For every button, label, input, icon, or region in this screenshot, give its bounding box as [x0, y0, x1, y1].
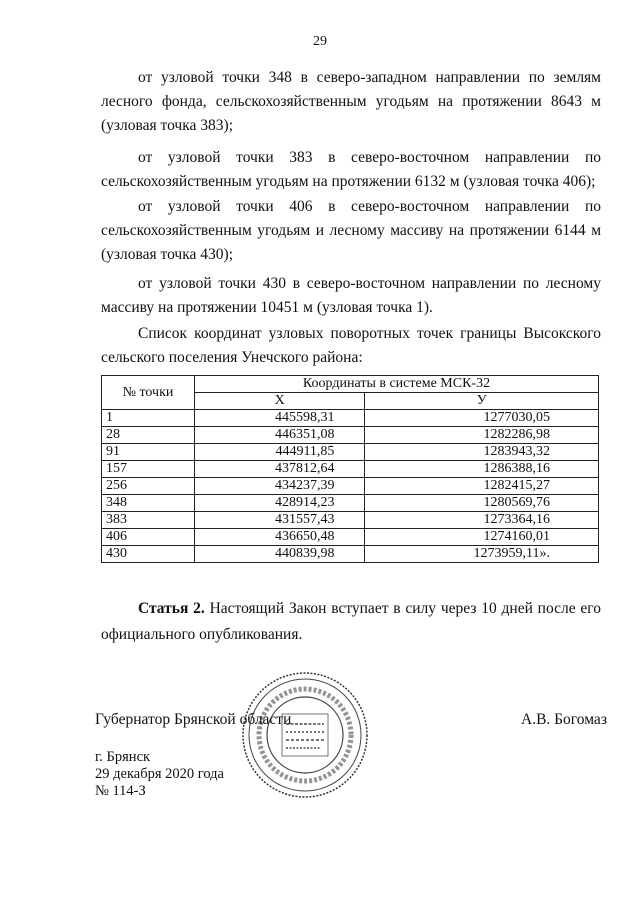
y-cell: 1282415,27: [365, 478, 599, 495]
table-row: [102, 478, 599, 495]
table-row: [102, 410, 599, 427]
point-cell: 256: [102, 478, 195, 495]
x-cell: 446351,08: [195, 427, 365, 444]
official-seal-stamp: [240, 670, 370, 800]
table-row: [102, 444, 599, 461]
y-cell: 1277030,05: [365, 410, 599, 427]
point-cell: 430: [102, 546, 195, 563]
y-cell: 1282286,98: [365, 427, 599, 444]
signer-name: А.В. Богомаз: [521, 711, 607, 728]
page-number: 29: [313, 34, 327, 49]
point-cell: 1: [102, 410, 195, 427]
article-label: Статья 2.: [138, 600, 205, 617]
point-cell: 157: [102, 461, 195, 478]
paragraph-4: [101, 272, 601, 320]
x-cell: 440839,98: [195, 546, 365, 563]
signer-title: Губернатор Брянской области: [95, 711, 292, 728]
paragraph-1: [101, 66, 601, 138]
article-text: Настоящий Закон вступает в силу через 10 дней после его: [209, 600, 602, 617]
x-cell: 436650,48: [195, 529, 365, 546]
paragraph-line: от узловой точки 406 в северо-восточном направлении по: [138, 198, 601, 215]
paragraph-line: сельскохозяйственным угодьям на протяжении 6132 м (узловая точка 406);: [101, 173, 596, 190]
column-header-x: X: [195, 393, 365, 410]
paragraph-line: сельскохозяйственным угодьям и лесному массиву на протяжении 6144 м: [101, 222, 601, 239]
x-cell: 428914,23: [195, 495, 365, 512]
paragraph-line: (узловая точка 383);: [101, 117, 233, 134]
paragraph-line: сельского поселения Унечского района:: [101, 349, 363, 366]
paragraph-2: [101, 146, 601, 194]
x-cell: 437812,64: [195, 461, 365, 478]
column-header-point: № точки: [102, 376, 195, 410]
x-cell: 431557,43: [195, 512, 365, 529]
date: 29 декабря 2020 года: [95, 766, 224, 782]
law-number: № 114-З: [95, 783, 146, 799]
y-cell: 1274160,01: [365, 529, 599, 546]
point-cell: 383: [102, 512, 195, 529]
table-row: [102, 427, 599, 444]
paragraph-5: [101, 322, 601, 370]
y-cell: 1286388,16: [365, 461, 599, 478]
x-cell: 445598,31: [195, 410, 365, 427]
paragraph-line: лесного фонда, сельскохозяйственным угодьям на протяжении 8643 м: [101, 93, 601, 110]
y-cell: 1273364,16: [365, 512, 599, 529]
x-cell: 444911,85: [195, 444, 365, 461]
table-row: [102, 546, 599, 563]
paragraph-line: от узловой точки 430 в северо-восточном направлении по лесному: [138, 275, 601, 292]
x-cell: 434237,39: [195, 478, 365, 495]
point-cell: 348: [102, 495, 195, 512]
y-cell: 1280569,76: [365, 495, 599, 512]
point-cell: 91: [102, 444, 195, 461]
paragraph-line: Список координат узловых поворотных точек границы Высокского: [138, 325, 601, 342]
article-text-line2: официального опубликования.: [101, 626, 303, 643]
table-row: [102, 529, 599, 546]
paragraph-line: (узловая точка 430);: [101, 246, 233, 263]
coordinates-table: [101, 375, 599, 563]
place-date-number: [95, 749, 224, 800]
point-cell: 28: [102, 427, 195, 444]
table-row: [102, 461, 599, 478]
y-cell: 1283943,32: [365, 444, 599, 461]
column-header-coordinates: Координаты в системе МСК-32: [195, 376, 599, 393]
point-cell: 406: [102, 529, 195, 546]
column-header-y: У: [365, 393, 599, 410]
y-cell: 1273959,11».: [365, 546, 599, 563]
table-row: [102, 495, 599, 512]
paragraph-line: от узловой точки 383 в северо-восточном направлении по: [138, 149, 601, 166]
table-row: [102, 512, 599, 529]
city: г. Брянск: [95, 749, 151, 765]
article-first-line: [101, 596, 601, 622]
paragraph-line: массиву на протяжении 10451 м (узловая точка 1).: [101, 299, 433, 316]
paragraph-3: [101, 195, 601, 267]
article-2: [101, 596, 601, 648]
paragraph-line: от узловой точки 348 в северо-западном направлении по землям: [138, 69, 601, 86]
